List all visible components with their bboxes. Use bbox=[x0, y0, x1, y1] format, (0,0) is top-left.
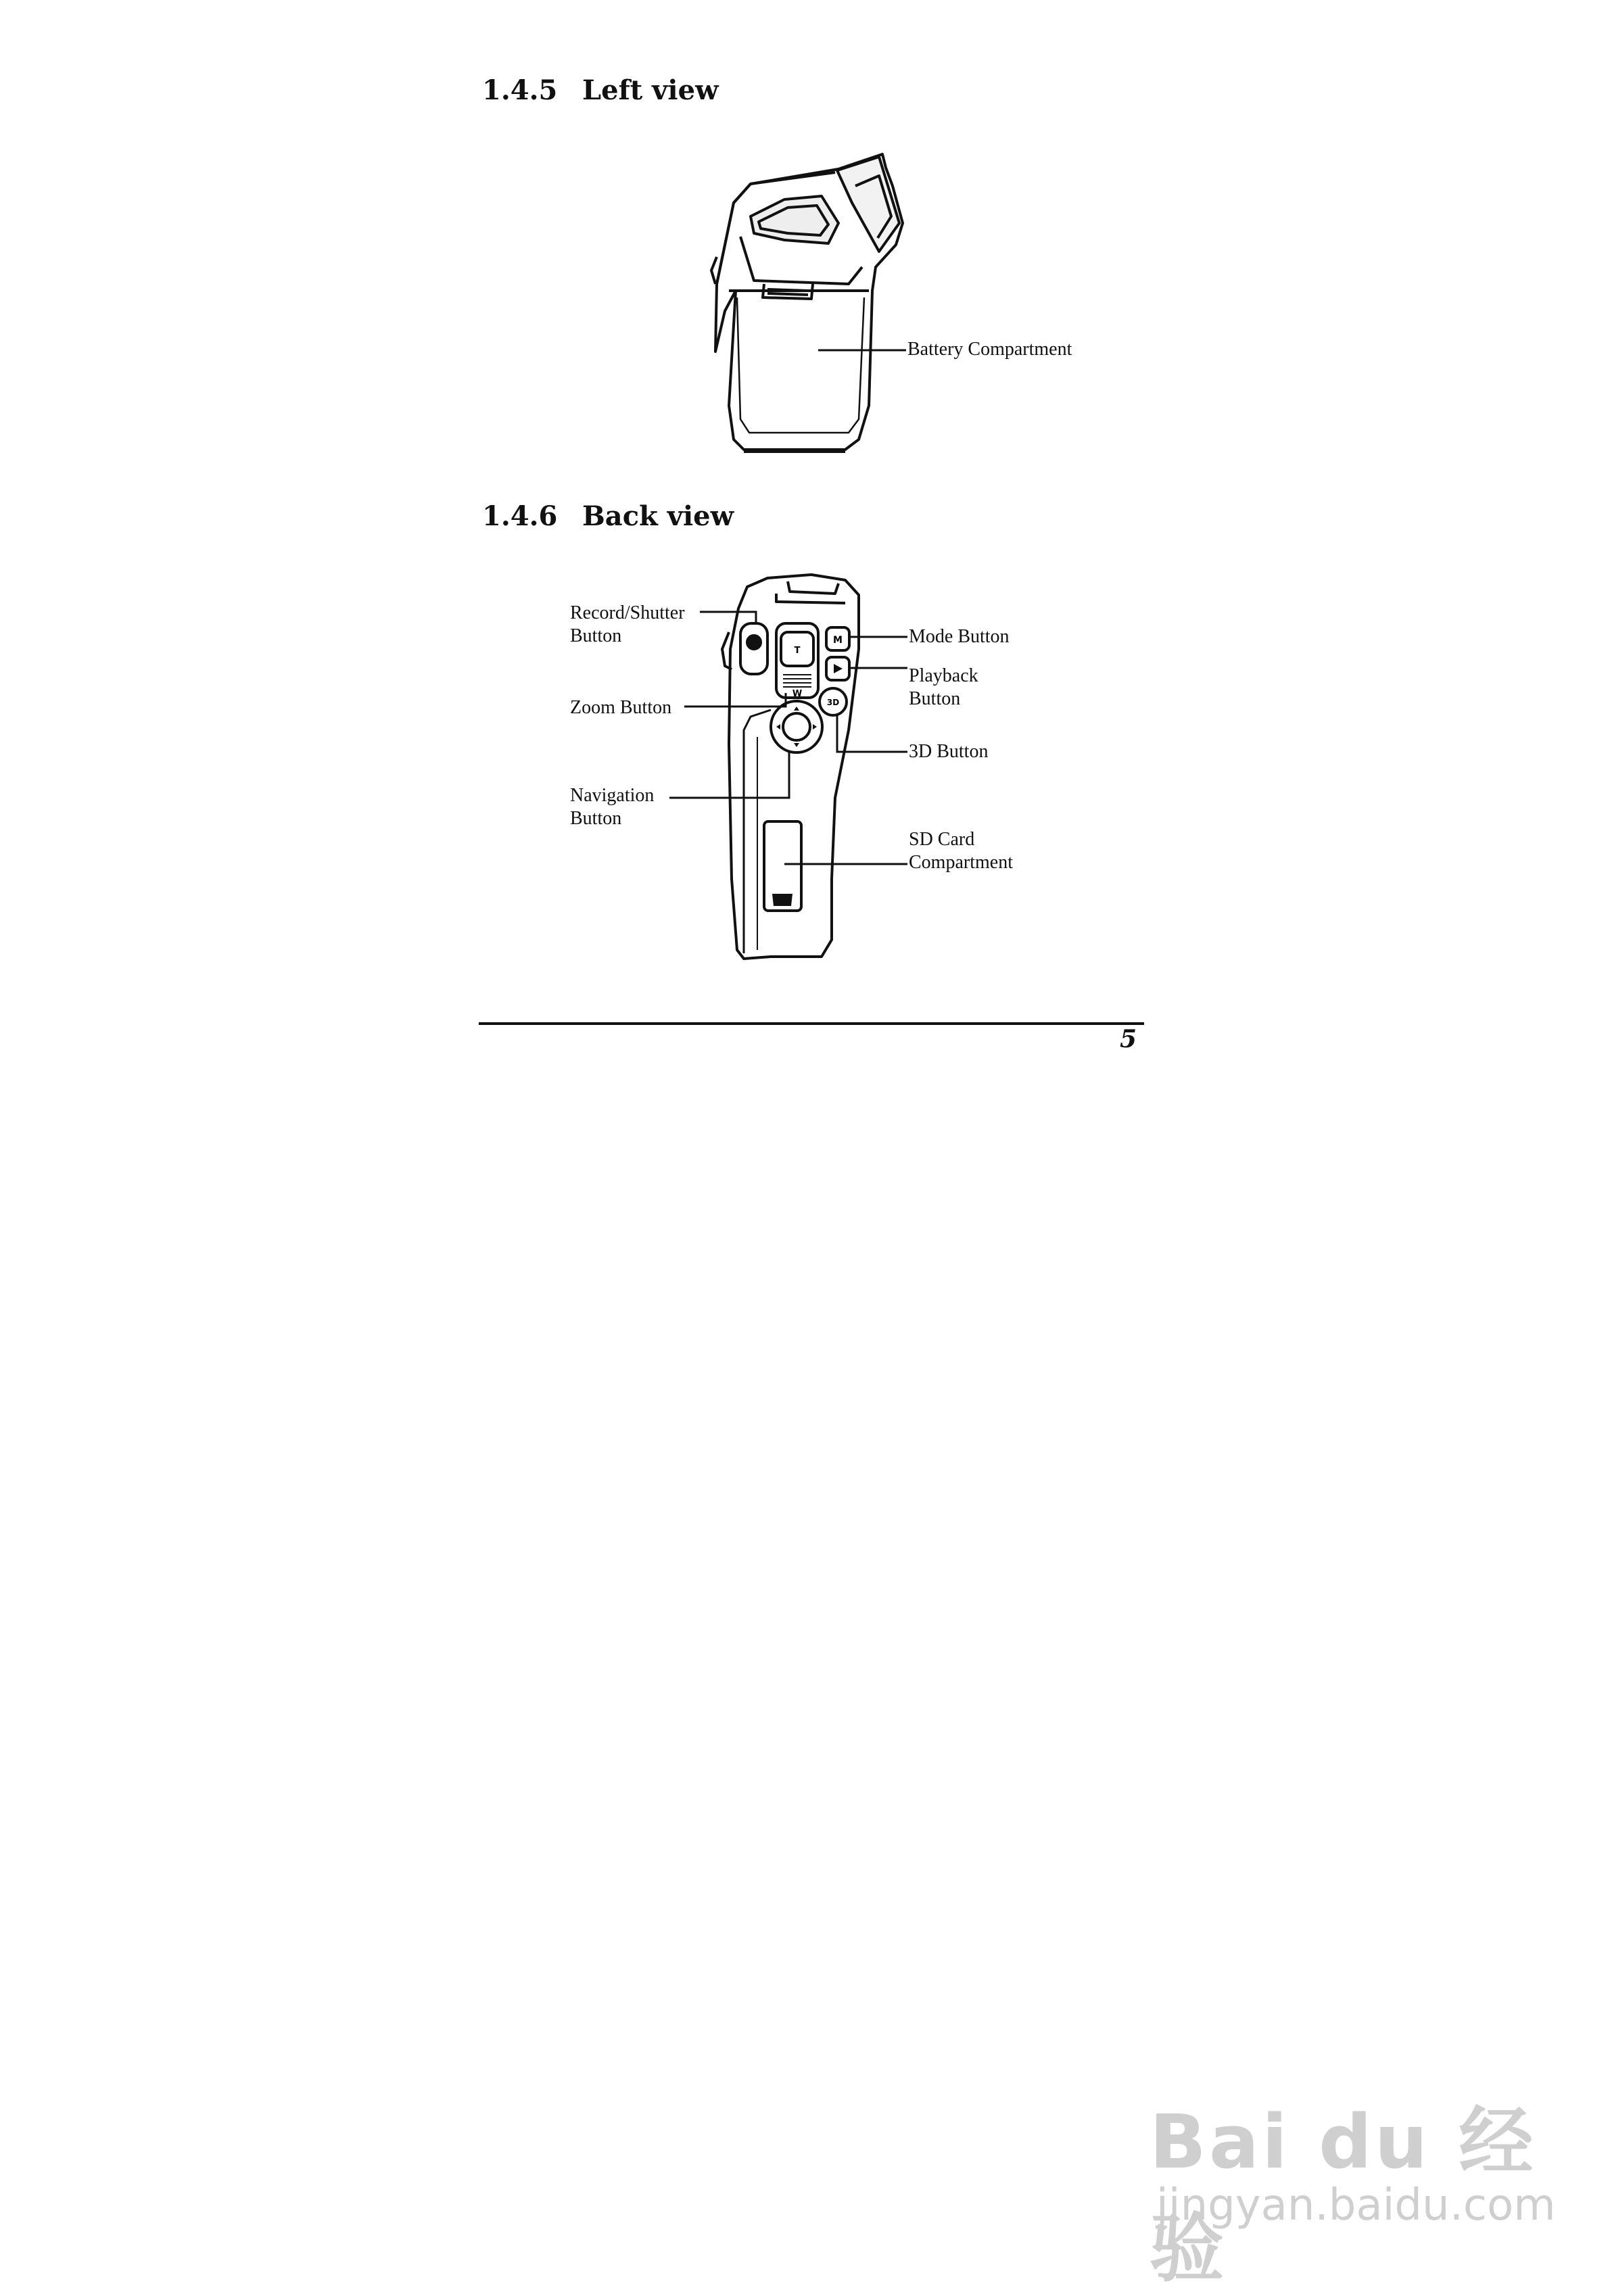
callout-text: Button bbox=[909, 688, 961, 709]
watermark-url: jingyan.baidu.com bbox=[1156, 2180, 1556, 2230]
callout-text: Record/Shutter bbox=[570, 602, 685, 623]
callout-text: Playback bbox=[909, 665, 978, 686]
section-title: Back view bbox=[582, 500, 734, 532]
back-view-camera-illustration bbox=[722, 575, 859, 959]
section-number: 1.4.6 bbox=[482, 500, 558, 532]
callout-playback-button bbox=[909, 665, 978, 711]
callout-zoom-button bbox=[570, 696, 671, 719]
watermark-brand: Bai du 经验 bbox=[1150, 2099, 1536, 2292]
callout-text: Button bbox=[570, 808, 622, 829]
callout-text: Compartment bbox=[909, 852, 1013, 873]
callout-text: Navigation bbox=[570, 785, 655, 806]
callout-battery-compartment bbox=[907, 338, 1072, 361]
three-d-mark: 3D bbox=[826, 698, 840, 707]
section-title: Left view bbox=[582, 74, 719, 106]
callout-mode-button bbox=[909, 625, 1010, 648]
callout-record-shutter-button bbox=[570, 602, 685, 648]
callout-sd-card-compartment bbox=[909, 828, 1013, 874]
callout-text: Zoom Button bbox=[570, 697, 672, 718]
callout-text: Mode Button bbox=[909, 626, 1010, 647]
callout-text: Button bbox=[570, 625, 622, 646]
callout-navigation-button bbox=[570, 784, 654, 830]
callout-text: SD Card bbox=[909, 829, 975, 850]
mode-mark: M bbox=[833, 635, 843, 646]
tele-mark: T bbox=[794, 646, 801, 656]
wide-mark: W bbox=[792, 689, 803, 699]
callout-3d-button bbox=[909, 740, 988, 763]
callout-text: Battery Compartment bbox=[907, 339, 1072, 360]
page-number: 5 bbox=[1120, 1025, 1137, 1053]
callout-text: 3D Button bbox=[909, 741, 989, 762]
left-view-camera-illustration bbox=[711, 154, 903, 452]
section-number: 1.4.5 bbox=[482, 74, 558, 106]
footer-rule bbox=[479, 1022, 1144, 1025]
